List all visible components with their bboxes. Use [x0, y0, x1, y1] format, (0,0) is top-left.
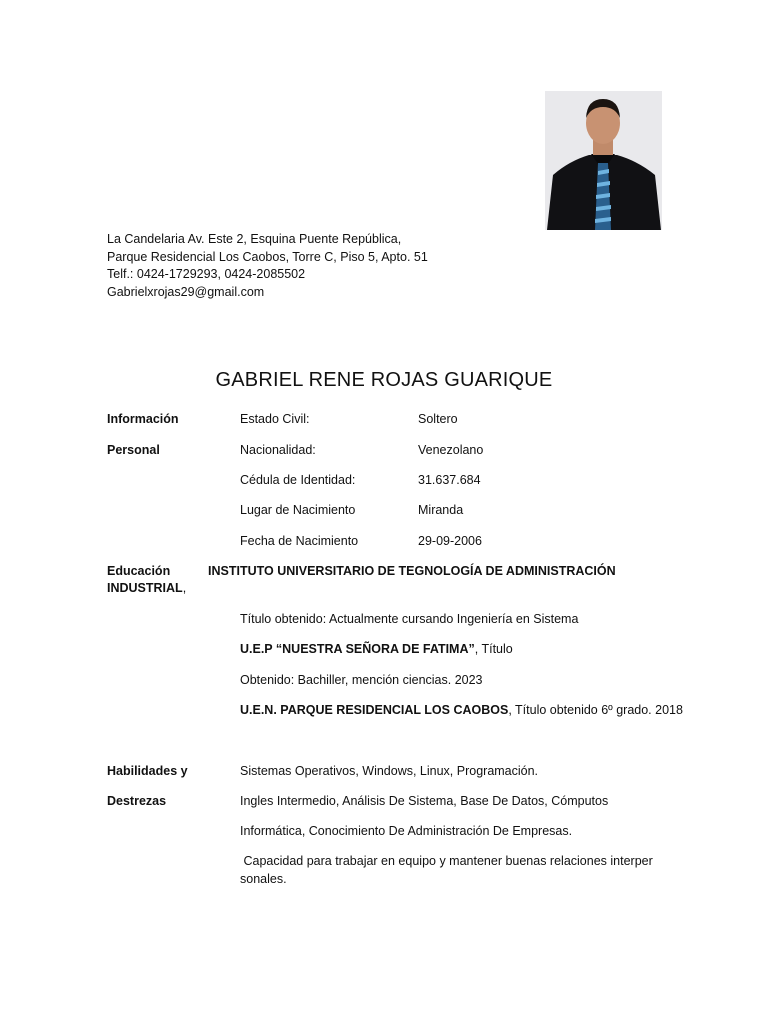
profile-photo — [545, 91, 662, 230]
personal-key: Fecha de Nacimiento — [240, 534, 359, 548]
skills-line: Sistemas Operativos, Windows, Linux, Programación. — [240, 764, 539, 778]
education-institution-3: U.E.N. PARQUE RESIDENCIAL LOS CAOBOS — [240, 703, 509, 717]
skills-line: Ingles Intermedio, Análisis De Sistema, Base De Datos, Cómputos — [240, 794, 609, 808]
personal-value: Venezolano — [418, 443, 484, 457]
address-line-2: Parque Residencial Los Caobos, Torre C, Piso 5, Apto. 51 — [107, 249, 428, 264]
skills-line: Informática, Conocimiento De Administración De Empresas. — [240, 824, 573, 838]
section-label-personal-2: Personal — [107, 443, 160, 457]
email-line: Gabrielxrojas29@gmail.com — [107, 284, 265, 299]
education-institution-2-line — [240, 642, 513, 656]
phone-line: Telf.: 0424-1729293, 0424-2085502 — [107, 267, 306, 281]
education-title-2: Obtenido: Bachiller, mención ciencias. 2023 — [240, 673, 483, 687]
section-label-skills-2: Destrezas — [107, 794, 167, 808]
personal-key: Cédula de Identidad: — [240, 473, 356, 487]
personal-value: Miranda — [418, 503, 464, 517]
education-institution-3-suffix: , Título obtenido 6º grado. 2018 — [508, 703, 683, 717]
skills-line: sonales. — [240, 872, 287, 886]
person-portrait-icon — [545, 91, 662, 230]
personal-value: 29-09-2006 — [418, 534, 482, 548]
address-line-1: La Candelaria Av. Este 2, Esquina Puente República, — [107, 232, 402, 246]
personal-key: Estado Civil: — [240, 412, 310, 426]
personal-key: Lugar de Nacimiento — [240, 503, 356, 517]
education-institution-3-line — [240, 703, 683, 717]
education-institution-2-suffix: , Título — [474, 642, 513, 656]
full-name-heading: GABRIEL RENE ROJAS GUARIQUE — [215, 369, 553, 391]
education-institution-2: U.E.P “NUESTRA SEÑORA DE FATIMA” — [240, 642, 475, 656]
personal-value: Soltero — [418, 412, 458, 426]
section-label-personal-1: Información — [107, 412, 179, 426]
education-institution-1: INSTITUTO UNIVERSITARIO DE TEGNOLOGÍA DE ADMINISTRACIÓN — [208, 564, 616, 578]
section-label-skills-1: Habilidades y — [107, 764, 188, 778]
education-label-comma: , — [182, 581, 187, 595]
section-label-education-1: Educación — [107, 564, 171, 578]
skills-line: Capacidad para trabajar en equipo y mantener buenas relaciones interper — [240, 854, 653, 868]
personal-value: 31.637.684 — [418, 473, 481, 487]
section-label-education-2 — [107, 581, 186, 595]
personal-key: Nacionalidad: — [240, 443, 316, 457]
education-label-bold: INDUSTRIAL — [107, 581, 183, 595]
contact-address — [107, 231, 428, 301]
education-title-1: Título obtenido: Actualmente cursando Ingeniería en Sistema — [240, 612, 579, 626]
